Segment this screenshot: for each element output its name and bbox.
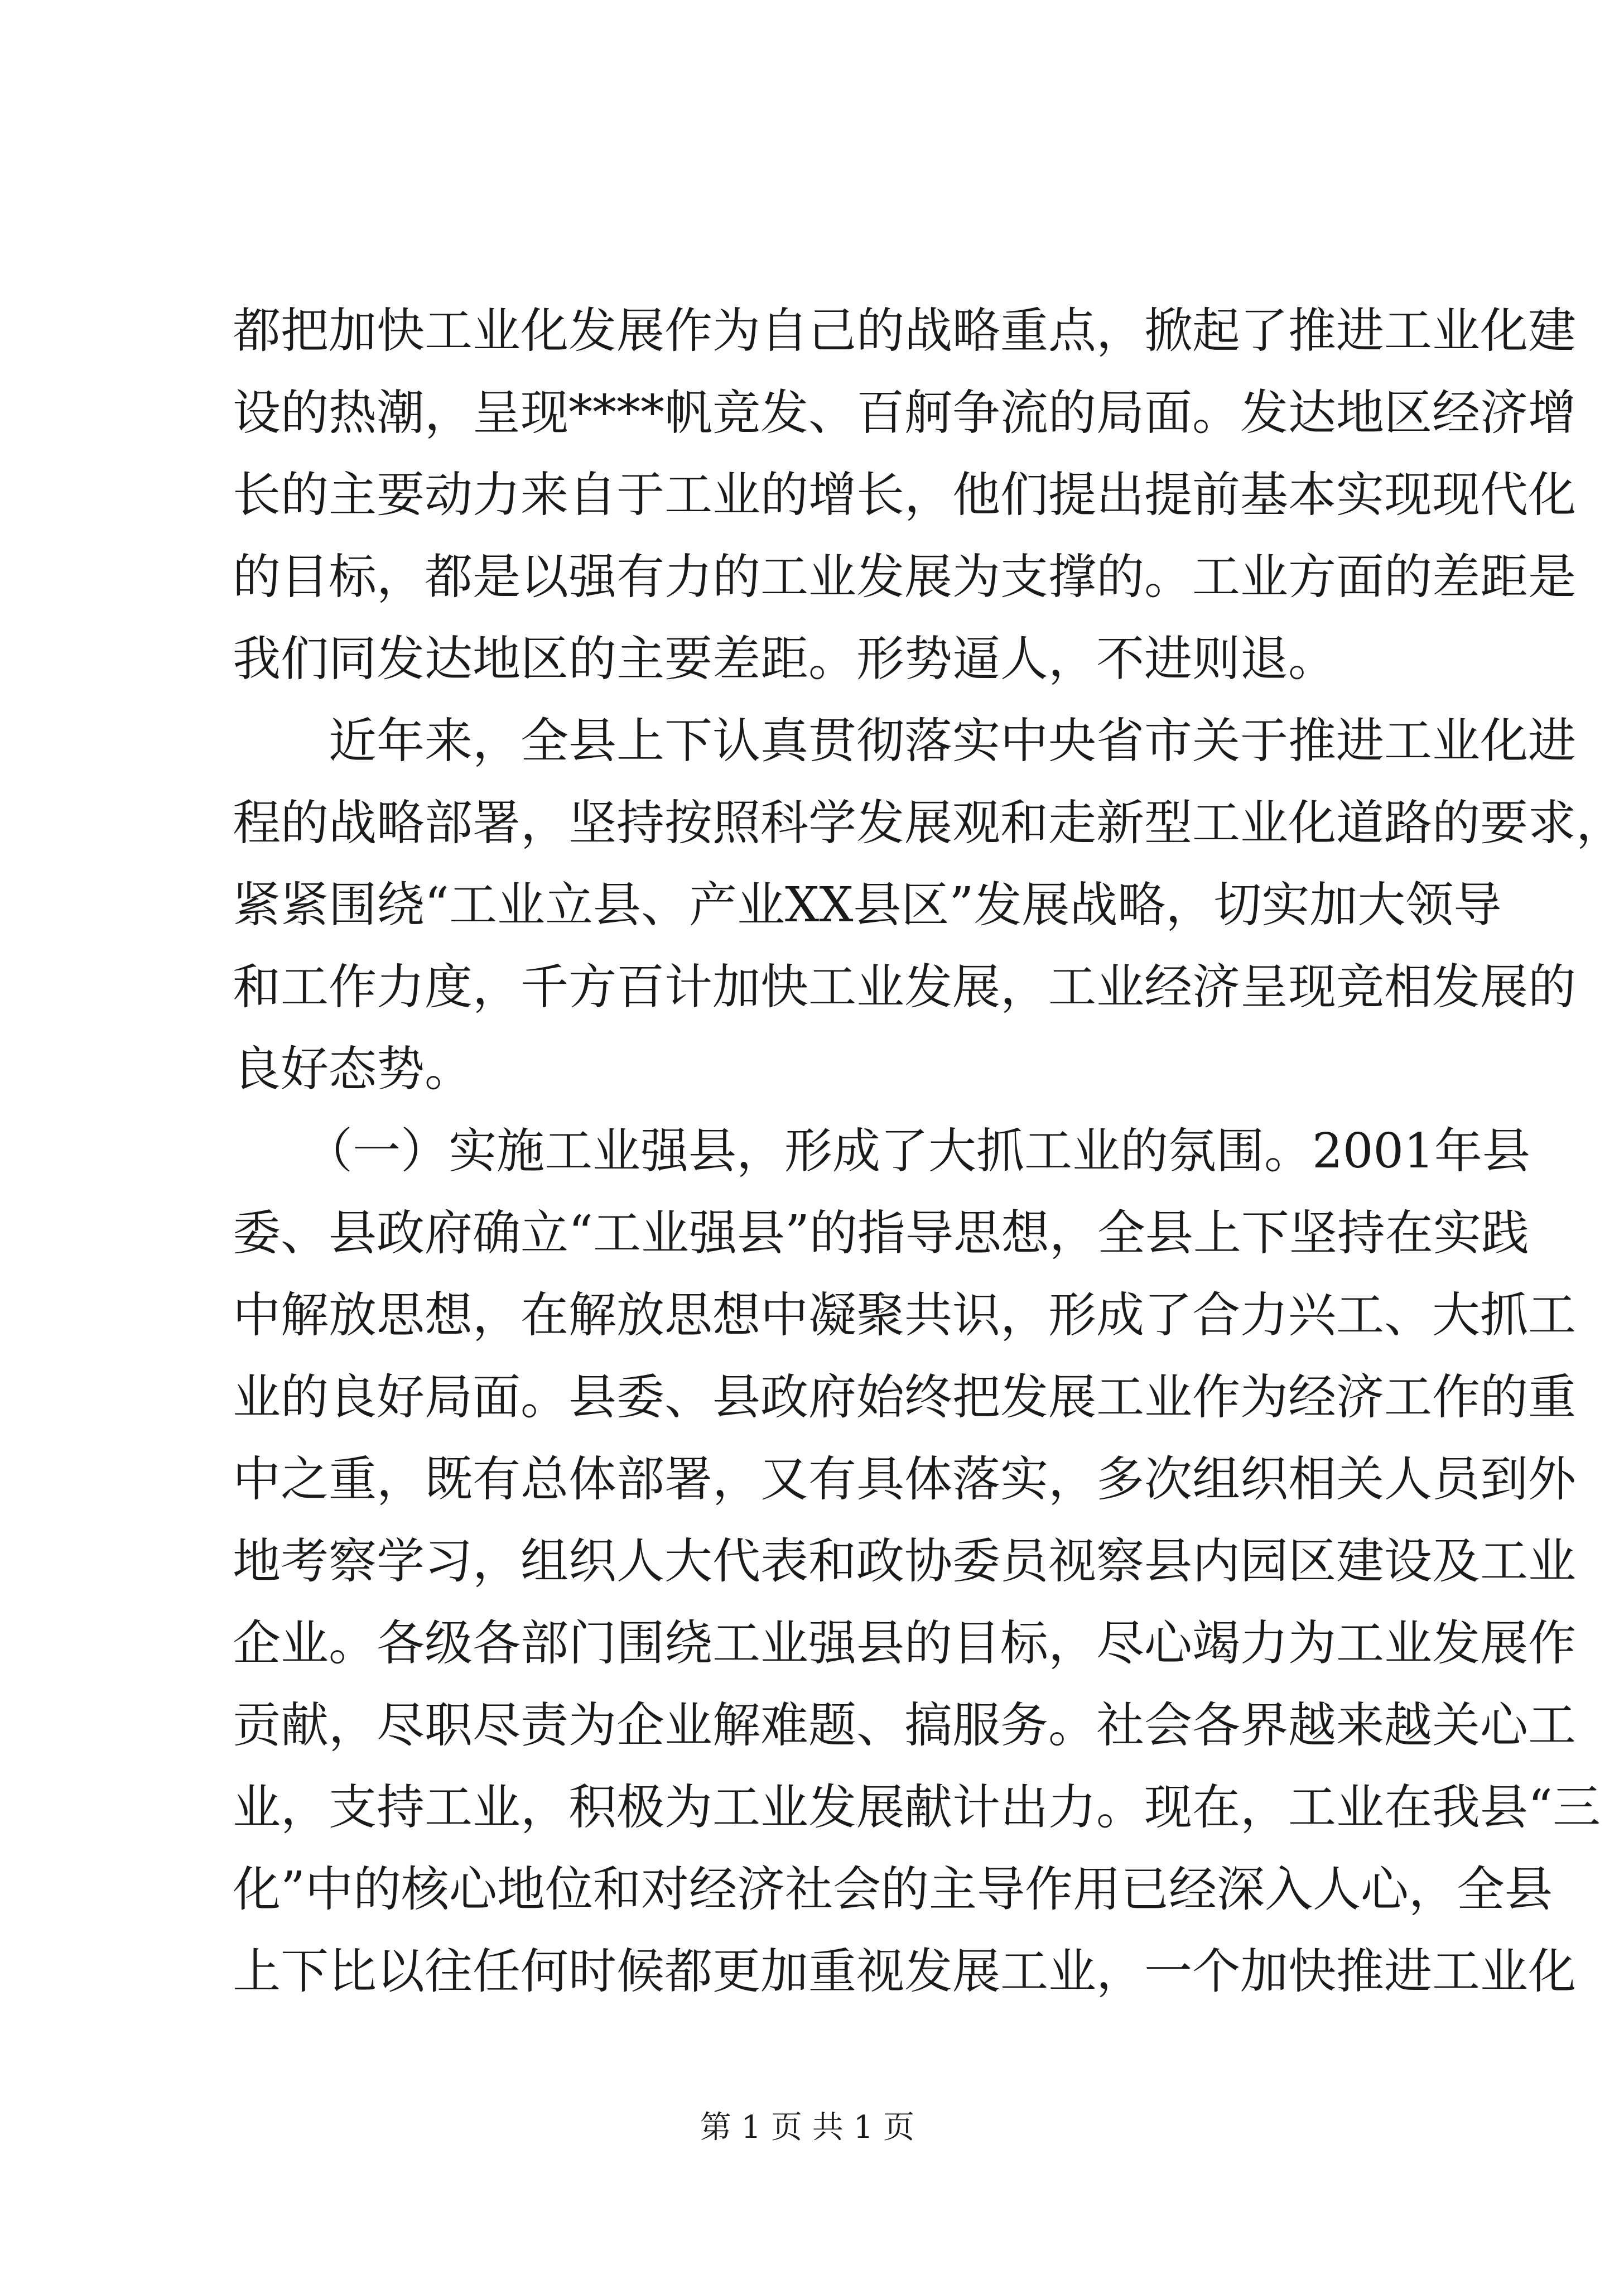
text-line: 良好态势。 [233, 1041, 473, 1097]
text-line: 都把加快工业化发展作为自己的战略重点，掀起了推进工业化建 [233, 303, 1576, 359]
text-line: 中之重，既有总体部署，又有具体落实，多次组织相关人员到外 [233, 1451, 1576, 1507]
text-line: 中解放思想，在解放思想中凝聚共识，形成了合力兴工、大抓工 [233, 1287, 1576, 1343]
document-body [233, 300, 1624, 2023]
text-line: 委、县政府确立“工业强县”的指导思想，全县上下坚持在实践 [233, 1205, 1529, 1261]
text-line: 近年来，全县上下认真贯彻落实中央省市关于推进工业化进 [233, 713, 1576, 769]
text-line: 和工作力度，千方百计加快工业发展，工业经济呈现竞相发展的 [233, 959, 1576, 1015]
text-line: 的目标，都是以强有力的工业发展为支撑的。工业方面的差距是 [233, 549, 1576, 605]
text-line: 贡献，尽职尽责为企业解难题、搞服务。社会各界越来越关心工 [233, 1698, 1576, 1753]
text-line: 业的良好局面。县委、县政府始终把发展工业作为经济工作的重 [233, 1369, 1576, 1425]
text-line: 我们同发达地区的主要差距。形势逼人，不进则退。 [233, 631, 1336, 687]
text-line: 设的热潮，呈现****帆竞发、百舸争流的局面。发达地区经济增 [233, 385, 1576, 441]
text-line: 程的战略部署，坚持按照科学发展观和走新型工业化道路的要求， [233, 795, 1624, 851]
text-line: 化”中的核心地位和对经济社会的主导作用已经深入人心，全县 [233, 1862, 1553, 1917]
text-line: 长的主要动力来自于工业的增长，他们提出提前基本实现现代化 [233, 467, 1576, 523]
text-line: 上下比以往任何时候都更加重视发展工业，一个加快推进工业化 [233, 1944, 1576, 1999]
text-line: 业，支持工业，积极为工业发展献计出力。现在，工业在我县“三 [233, 1780, 1601, 1835]
page-number-footer: 第 1 页 共 1 页 [700, 2109, 915, 2146]
text-line: 紧紧围绕“工业立县、产业XX县区”发展战略，切实加大领导 [233, 877, 1502, 933]
text-line: 地考察学习，组织人大代表和政协委员视察县内园区建设及工业 [233, 1533, 1576, 1589]
text-line: 企业。各级各部门围绕工业强县的目标，尽心竭力为工业发展作 [233, 1615, 1576, 1671]
text-line: （一）实施工业强县，形成了大抓工业的氛围。2001年县 [233, 1123, 1530, 1179]
